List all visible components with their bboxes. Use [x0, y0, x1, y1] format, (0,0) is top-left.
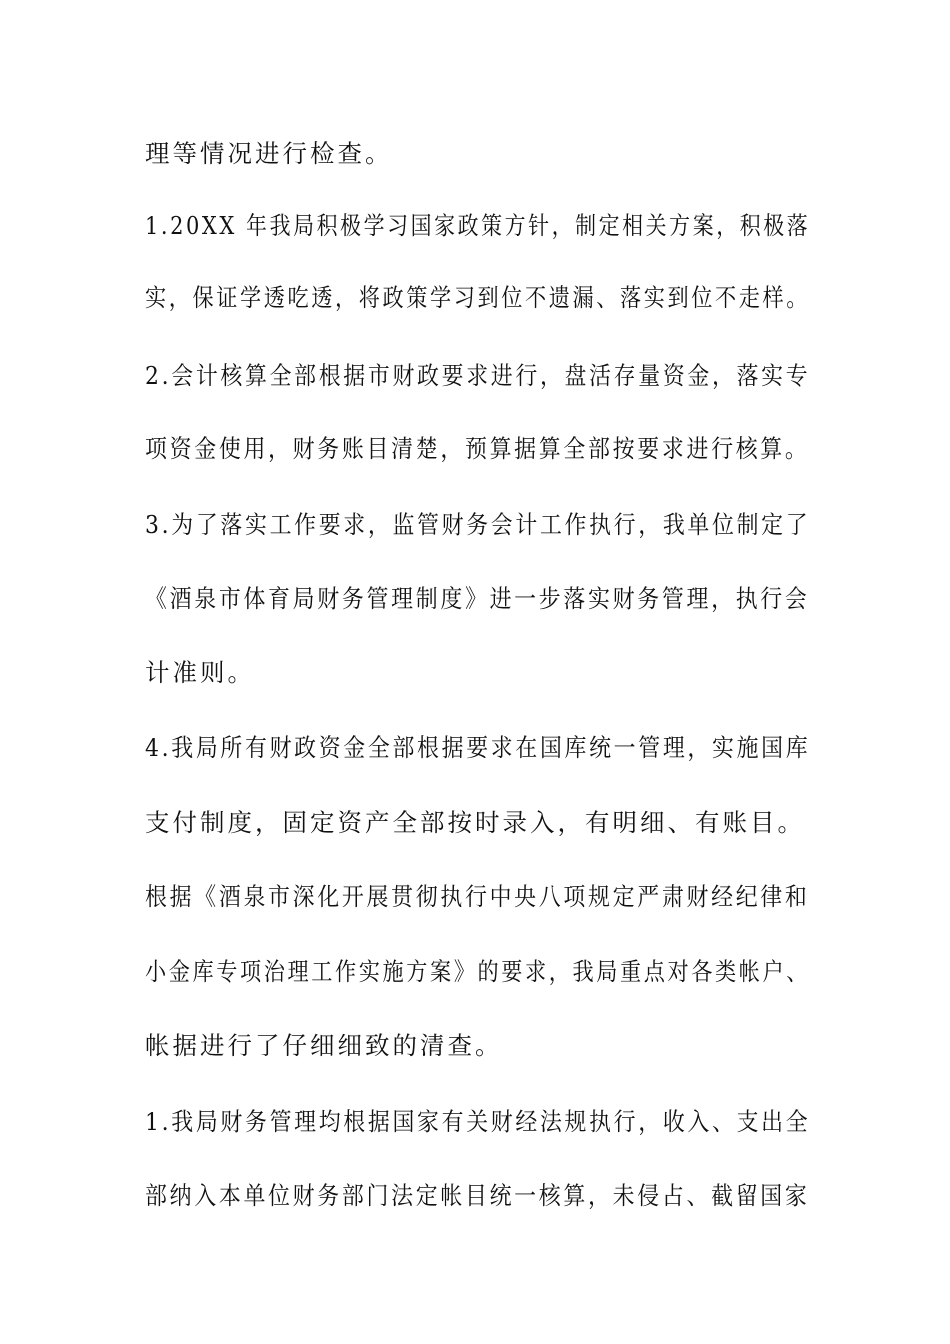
text-line: 1.我局财务管理均根据国家有关财经法规执行，收入、支出全: [145, 1107, 811, 1136]
text-line: 支付制度，固定资产全部按时录入，有明细、有账目。: [145, 808, 805, 837]
text-line: 4.我局所有财政资金全部根据要求在国库统一管理，实施国库: [145, 733, 811, 762]
text-line: 计准则。: [145, 658, 255, 687]
text-line: 小金库专项治理工作实施方案》的要求，我局重点对各类帐户、: [145, 957, 810, 986]
text-line: 帐据进行了仔细细致的清查。: [145, 1031, 503, 1060]
text-line: 实，保证学透吃透，将政策学习到位不遗漏、落实到位不走样。: [145, 283, 810, 312]
text-line: 部纳入本单位财务部门法定帐目统一核算，未侵占、截留国家: [145, 1181, 810, 1210]
text-line: 3.为了落实工作要求，监管财务会计工作执行，我单位制定了: [145, 510, 811, 539]
text-line: 1.20XX 年我局积极学习国家政策方针，制定相关方案，积极落: [145, 211, 811, 240]
text-line: 2.会计核算全部根据市财政要求进行，盘活存量资金，落实专: [145, 361, 811, 390]
text-line: 根据《酒泉市深化开展贯彻执行中央八项规定严肃财经纪律和: [145, 882, 810, 911]
text-line: 理等情况进行检查。: [145, 139, 393, 168]
text-line: 项资金使用，财务账目清楚，预算据算全部按要求进行核算。: [145, 434, 810, 463]
text-line: 《酒泉市体育局财务管理制度》进一步落实财务管理，执行会: [145, 584, 810, 613]
